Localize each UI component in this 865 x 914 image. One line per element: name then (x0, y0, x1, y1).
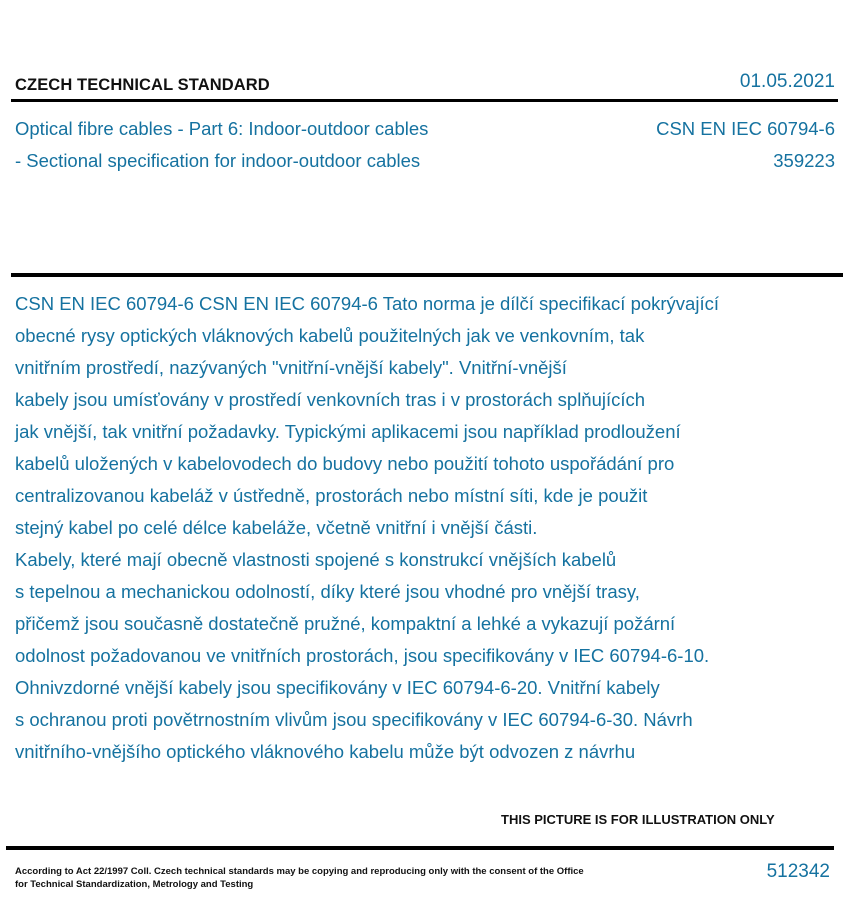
body-line: přičemž jsou současně dostatečně pružné, kompaktní a lehké a vykazují požární (15, 613, 676, 634)
document-number: 512342 (766, 861, 830, 882)
title-divider (11, 273, 843, 277)
body-line: CSN EN IEC 60794-6 CSN EN IEC 60794-6 Tato norma je dílčí specifikací pokrývající (15, 293, 719, 314)
body-line: Kabely, které mají obecně vlastnosti spojené s konstrukcí vnějších kabelů (15, 549, 617, 570)
body-line: kabely jsou umísťovány v prostředí venkovních tras i v prostorách splňujících (15, 389, 646, 410)
class-number: 359223 (773, 150, 835, 171)
footer-divider (6, 846, 834, 850)
body-line: stejný kabel po celé délce kabeláže, včetně vnitřní i vnější části. (15, 517, 538, 538)
body-line: s tepelnou a mechanickou odolností, díky které jsou vhodné pro vnější trasy, (15, 581, 640, 602)
legal-notice-line-2: for Technical Standardization, Metrology and Testing (15, 879, 254, 890)
title-line-2: - Sectional specification for indoor-outdoor cables (15, 150, 421, 171)
title-line-1: Optical fibre cables - Part 6: Indoor-outdoor cables (15, 118, 429, 139)
illustration-notice: THIS PICTURE IS FOR ILLUSTRATION ONLY (501, 812, 775, 827)
standard-code: CSN EN IEC 60794-6 (656, 118, 835, 139)
standard-type-label: CZECH TECHNICAL STANDARD (15, 76, 270, 94)
body-line: s ochranou proti povětrnostním vlivům jsou specifikovány v IEC 60794-6-30. Návrh (15, 709, 693, 730)
body-line: centralizovanou kabeláž v ústředně, prostorách nebo místní síti, kde je použit (15, 485, 648, 506)
body-line: odolnost požadovanou ve vnitřních prostorách, jsou specifikovány v IEC 60794-6-10. (15, 645, 710, 666)
body-line: Ohnivzdorné vnější kabely jsou specifikovány v IEC 60794-6-20. Vnitřní kabely (15, 677, 660, 698)
body-line: vnitřním prostředí, nazývaných "vnitřní-vnější kabely". Vnitřní-vnější (15, 357, 567, 378)
body-line: obecné rysy optických vláknových kabelů použitelných jak ve venkovním, tak (15, 325, 645, 346)
publication-date: 01.05.2021 (739, 71, 835, 92)
body-line: vnitřního-vnějšího optického vláknového kabelu může být odvozen z návrhu (15, 741, 636, 762)
header-divider (11, 99, 838, 102)
body-line: kabelů uložených v kabelovodech do budovy nebo použití tohoto uspořádání pro (15, 453, 675, 474)
body-line: jak vnější, tak vnitřní požadavky. Typickými aplikacemi jsou například prodloužení (15, 421, 681, 442)
legal-notice-line-1: According to Act 22/1997 Coll. Czech technical standards may be copying and reproducing only with the consent of the Office (15, 866, 584, 877)
